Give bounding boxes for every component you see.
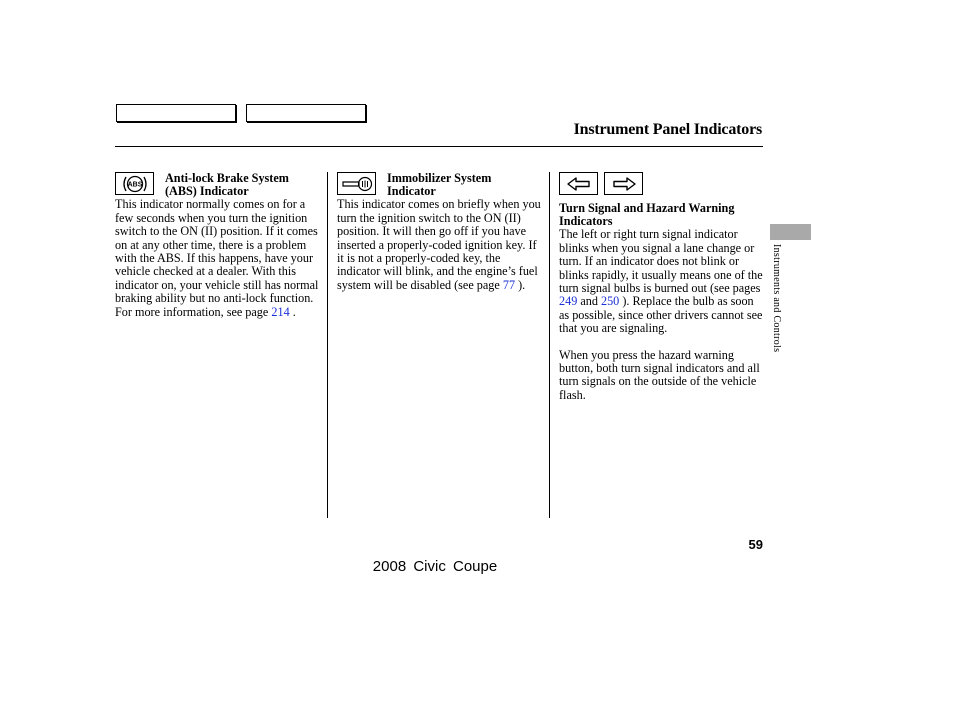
abs-warning-icon [115, 172, 154, 195]
hazard-body: When you press the hazard warning button, both turn signal indicators and all turn signals on the outside of the vehicle flash. [559, 347, 760, 402]
page-link-214[interactable]: 214 [271, 304, 290, 319]
page-number: 59 [748, 537, 763, 552]
immobilizer-key-icon [337, 172, 376, 195]
nav-button-next[interactable] [246, 104, 366, 122]
section-label: Instruments and Controls [771, 244, 782, 353]
right-arrow-icon [604, 172, 643, 195]
document-title: 2008 Civic Coupe [372, 558, 498, 575]
abs-body: This indicator normally comes on for a few seconds when you turn the ignition switch to the ON (II) position. If it comes on at any other time, there is a problem with the ABS. If this happens, have your vehicle checked at a dealer. With this indicator on, your vehicle still has normal braking ability but no anti-lock function. For more information, see page 214 . [115, 197, 319, 319]
nav-button-previous[interactable] [116, 104, 236, 122]
section-abs [115, 172, 321, 319]
turn-signal-heading: Turn Signal and Hazard Warning Indicators [559, 201, 735, 229]
left-arrow-icon [559, 172, 598, 195]
page-title: Instrument Panel Indicators [573, 121, 762, 138]
immobilizer-body: This indicator comes on briefly when you turn the ignition switch to the ON (II) position. It will then go off if you have inserted a properly-coded ignition key. If it is not a properly-coded key, the indicator will blink, and the engine’s fuel system will be disabled (see page 77 ). [337, 197, 541, 292]
column-divider [549, 172, 550, 518]
section-turn-signal [559, 172, 763, 402]
page-link-249[interactable]: 249 [559, 294, 578, 309]
section-tab [770, 224, 811, 240]
immobilizer-heading: Immobilizer System Indicator [387, 171, 492, 199]
page-link-250[interactable]: 250 [600, 294, 620, 309]
svg-text:ABS: ABS [127, 181, 142, 188]
page-link-77[interactable]: 77 [502, 277, 516, 292]
column-divider [327, 172, 328, 518]
title-divider [115, 146, 763, 147]
abs-heading: Anti-lock Brake System (ABS) Indicator [165, 171, 289, 199]
section-immobilizer [337, 172, 543, 292]
turn-signal-body: The left or right turn signal indicator blinks when you signal a lane change or turn. If an indicator does not blink or blinks rapidly, it usually means one of the turn signal bulbs is burned out (see pages 249 and 250 ). Replace the bulb as soon as possible, since other drivers cannot see that you are signaling. [559, 227, 763, 336]
